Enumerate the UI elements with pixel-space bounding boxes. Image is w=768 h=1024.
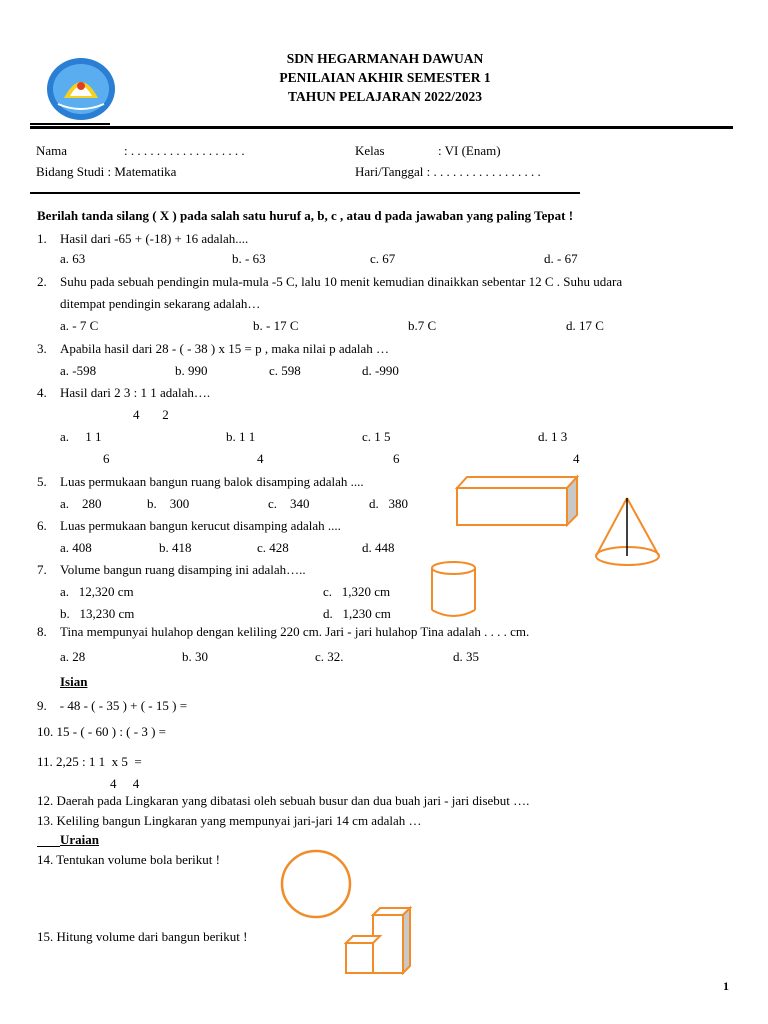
- q8-option-b[interactable]: b. 30: [182, 649, 208, 664]
- q8-option-d[interactable]: d. 35: [453, 649, 479, 664]
- q1-option-a[interactable]: a. 63: [60, 251, 86, 266]
- header-divider-thin: [30, 123, 110, 125]
- cylinder-figure: [429, 560, 479, 620]
- q5-number: 5.: [37, 474, 47, 489]
- q11-text: 11. 2,25 : 1 1 x 5 =: [37, 754, 142, 769]
- q5-option-a[interactable]: a. 280: [60, 496, 102, 511]
- q8-option-c[interactable]: c. 32.: [315, 649, 344, 664]
- q2-option-a[interactable]: a. - 7 C: [60, 318, 99, 333]
- q2-option-b[interactable]: b. - 17 C: [253, 318, 299, 333]
- q7-option-b[interactable]: b. 13,230 cm: [60, 606, 135, 621]
- q4-c-denominator: 6: [393, 451, 400, 466]
- q2-option-d[interactable]: d. 17 C: [566, 318, 604, 333]
- q6-option-d[interactable]: d. 448: [362, 540, 395, 555]
- q4-a-denominator: 6: [103, 451, 110, 466]
- q6-option-a[interactable]: a. 408: [60, 540, 92, 555]
- kelas-label: Kelas: [355, 143, 385, 158]
- q13-text: 13. Keliling bangun Lingkaran yang mempunyai jari-jari 14 cm adalah …: [37, 813, 422, 828]
- q7-option-c[interactable]: c. 1,320 cm: [323, 584, 391, 599]
- q3-option-a[interactable]: a. -598: [60, 363, 97, 378]
- isian-heading: Isian: [60, 674, 88, 689]
- instruction: Berilah tanda silang ( X ) pada salah satu huruf a, b, c , atau d pada jawaban yang paling Tepat !: [37, 208, 574, 223]
- q3-option-b[interactable]: b. 990: [175, 363, 208, 378]
- uraian-underline-extension: [37, 846, 60, 847]
- hari-tanggal-field[interactable]: Hari/Tanggal : . . . . . . . . . . . . . . . . .: [355, 164, 541, 179]
- q2-text-line2: ditempat pendingin sekarang adalah…: [60, 296, 261, 311]
- nama-field[interactable]: : . . . . . . . . . . . . . . . . . .: [124, 143, 245, 158]
- q5-option-b[interactable]: b. 300: [147, 496, 190, 511]
- q2-number: 2.: [37, 274, 47, 289]
- q4-option-b[interactable]: b. 1 1: [226, 429, 256, 444]
- q2-option-c[interactable]: b.7 C: [408, 318, 437, 333]
- q8-option-a[interactable]: a. 28: [60, 649, 86, 664]
- q7-option-a[interactable]: a. 12,320 cm: [60, 584, 134, 599]
- q4-denominators: 4 2: [133, 407, 169, 422]
- uraian-heading: Uraian: [60, 832, 99, 847]
- q6-option-b[interactable]: b. 418: [159, 540, 192, 555]
- q5-option-c[interactable]: c. 340: [268, 496, 310, 511]
- q6-number: 6.: [37, 518, 47, 533]
- q6-option-c[interactable]: c. 428: [257, 540, 289, 555]
- q1-text: Hasil dari -65 + (-18) + 16 adalah....: [60, 231, 249, 246]
- q4-option-c[interactable]: c. 1 5: [362, 429, 391, 444]
- q1-option-d[interactable]: d. - 67: [544, 251, 578, 266]
- q3-text: Apabila hasil dari 28 - ( - 38 ) x 15 = p , maka nilai p adalah …: [60, 341, 389, 356]
- q4-d-denominator: 4: [573, 451, 580, 466]
- q3-option-d[interactable]: d. -990: [362, 363, 399, 378]
- q7-number: 7.: [37, 562, 47, 577]
- q7-option-d[interactable]: d. 1,230 cm: [323, 606, 391, 621]
- q3-number: 3.: [37, 341, 47, 356]
- q12-text: 12. Daerah pada Lingkaran yang dibatasi oleh sebuah busur dan dua buah jari - jari disebut ….: [37, 793, 530, 808]
- kelas-value: : VI (Enam): [438, 143, 501, 158]
- q1-option-b[interactable]: b. - 63: [232, 251, 266, 266]
- cuboid-figure: [455, 474, 580, 528]
- q10-text: 10. 15 - ( - 60 ) : ( - 3 ) =: [37, 724, 166, 739]
- q4-number: 4.: [37, 385, 47, 400]
- q9-text: 9. - 48 - ( - 35 ) + ( - 15 ) =: [37, 698, 188, 713]
- q5-option-d[interactable]: d. 380: [369, 496, 408, 511]
- header-divider-thick: [30, 126, 733, 129]
- q11-denominators: 4 4: [110, 776, 140, 791]
- q4-option-d[interactable]: d. 1 3: [538, 429, 568, 444]
- q8-text: Tina mempunyai hulahop dengan keliling 220 cm. Jari - jari hulahop Tina adalah . . . . cm.: [60, 624, 530, 639]
- bidang-studi: Bidang Studi : Matematika: [36, 164, 177, 179]
- nama-label: Nama: [36, 143, 68, 158]
- q8-number: 8.: [37, 624, 47, 639]
- q4-text: Hasil dari 2 3 : 1 1 adalah….: [60, 385, 211, 400]
- q14-text: 14. Tentukan volume bola berikut !: [37, 852, 220, 867]
- school-name: SDN HEGARMANAH DAWUAN: [286, 51, 484, 66]
- q1-number: 1.: [37, 231, 47, 246]
- q7-text: Volume bangun ruang disamping ini adalah…..: [60, 562, 306, 577]
- q4-b-denominator: 4: [257, 451, 264, 466]
- identity-divider: [30, 192, 580, 194]
- q6-text: Luas permukaan bangun kerucut disamping adalah ....: [60, 518, 341, 533]
- page-number: 1: [723, 979, 729, 993]
- q5-text: Luas permukaan bangun ruang balok disamping adalah ....: [60, 474, 364, 489]
- school-logo: [44, 56, 118, 122]
- exam-title: PENILAIAN AKHIR SEMESTER 1: [279, 70, 491, 85]
- q2-text-line1: Suhu pada sebuah pendingin mula-mula -5 C, lalu 10 menit kemudian dinaikkan sebentar 12 C . Suhu udara: [60, 274, 623, 289]
- q1-option-c[interactable]: c. 67: [370, 251, 396, 266]
- q15-text: 15. Hitung volume dari bangun berikut !: [37, 929, 248, 944]
- cone-figure: [593, 496, 663, 568]
- q3-option-c[interactable]: c. 598: [269, 363, 301, 378]
- academic-year: TAHUN PELAJARAN 2022/2023: [287, 89, 482, 104]
- q4-option-a[interactable]: a. 1 1: [60, 429, 102, 444]
- sphere-figure: [280, 849, 352, 919]
- stacked-prisms-figure: [344, 903, 416, 975]
